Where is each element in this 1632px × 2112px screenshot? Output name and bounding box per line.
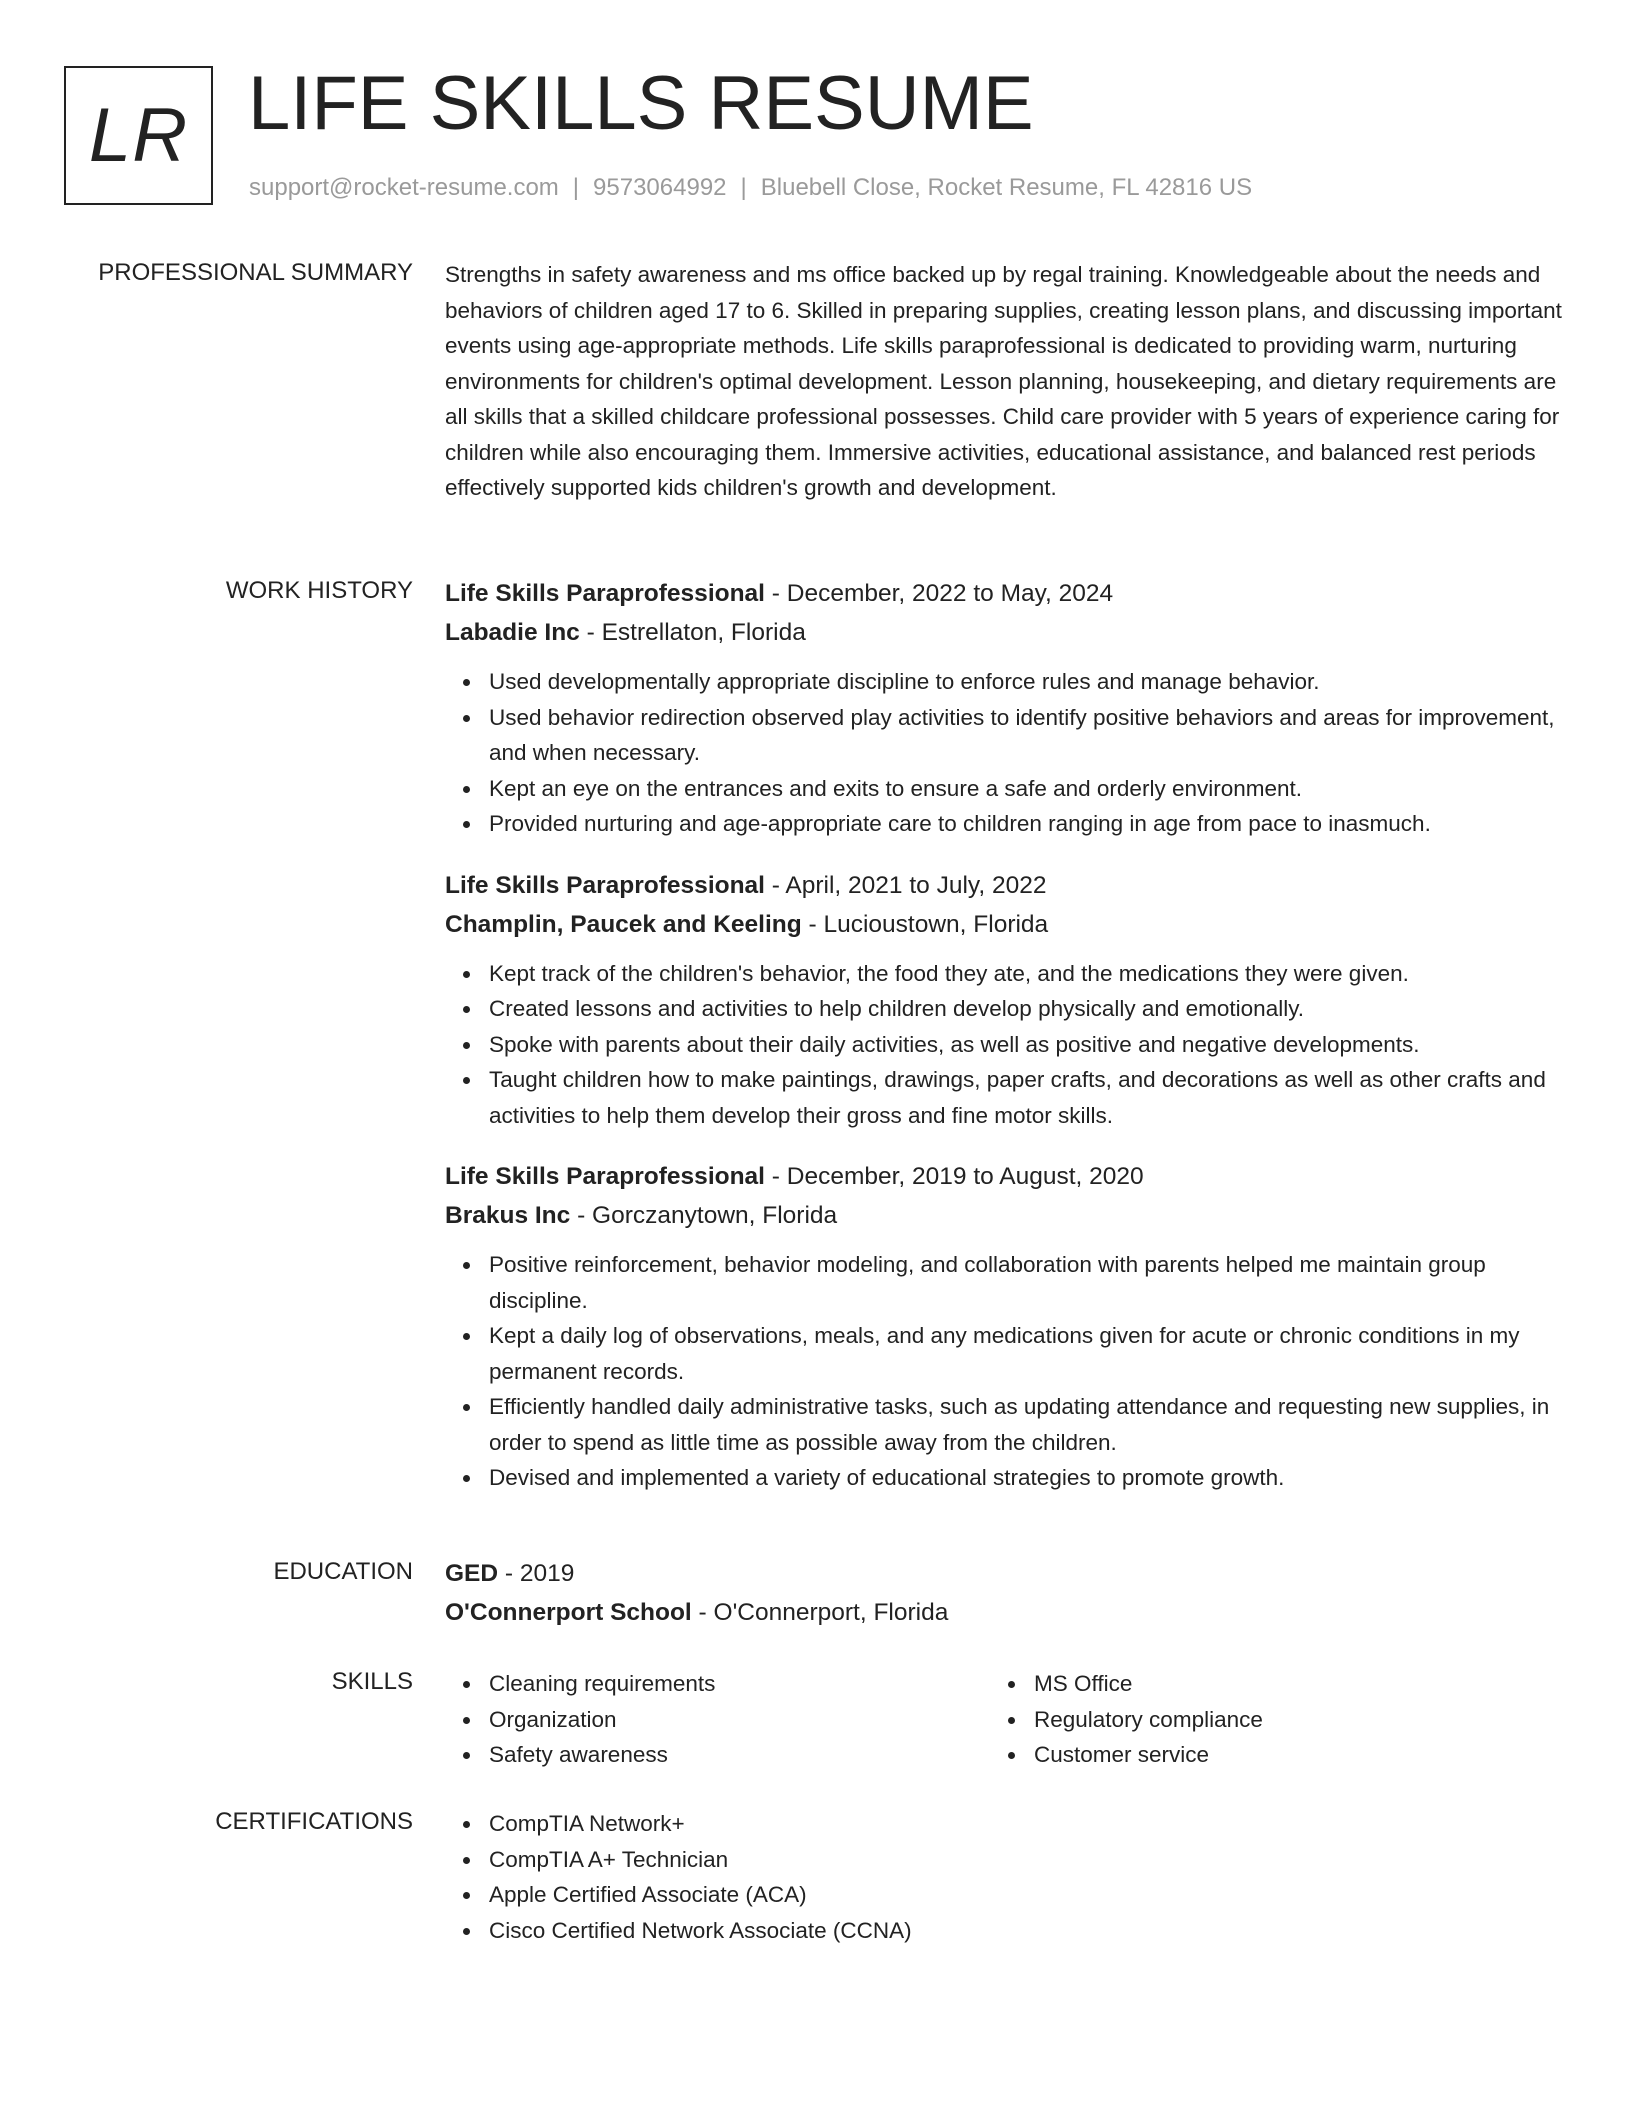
skill-item: Customer service <box>1034 1737 1535 1773</box>
work-history-body <box>445 574 1565 1520</box>
job-dates: - December, 2022 to May, 2024 <box>764 580 1114 607</box>
job-company-line <box>445 1196 1565 1235</box>
skill-item: Safety awareness <box>489 1737 990 1773</box>
job-dates: - December, 2019 to August, 2020 <box>764 1163 1144 1190</box>
section-label-summary: PROFESSIONAL SUMMARY <box>98 259 413 286</box>
certification-item: CompTIA Network+ <box>489 1806 1565 1842</box>
certifications-list <box>445 1806 1565 1948</box>
skill-item: Cleaning requirements <box>489 1666 990 1702</box>
contact-email: support@rocket-resume.com <box>249 174 559 201</box>
skills-column-1 <box>445 1666 990 1773</box>
skill-item: Regulatory compliance <box>1034 1702 1535 1738</box>
resume-title: LIFE SKILLS RESUME <box>248 61 1034 146</box>
contact-phone: 9573064992 <box>593 174 727 201</box>
job-entry <box>445 1157 1565 1496</box>
job-bullet: Kept track of the children's behavior, the food they ate, and the medications they were given. <box>489 956 1565 992</box>
job-company-line <box>445 905 1565 944</box>
contact-separator: | <box>740 174 747 201</box>
education-degree-line <box>445 1554 1565 1593</box>
section-label-skills: SKILLS <box>331 1668 413 1695</box>
job-bullets <box>445 1247 1565 1496</box>
summary-text: Strengths in safety awareness and ms office backed up by regal training. Knowledgeable about the needs and behaviors of children aged 17 to 6. Skilled in preparing supplies, creating lesson plans, and discussing important events using age-appropriate methods. Life skills paraprofessional is dedicated to providing warm, nurturing environments for children's optimal development. Lesson planning, housekeeping, and dietary requirements are all skills that a skilled childcare professional possesses. Child care provider with 5 years of experience caring for children while also encouraging them. Immersive activities, educational assistance, and balanced rest periods effectively supported kids children's growth and development. <box>445 262 1562 500</box>
job-bullet: Devised and implemented a variety of educational strategies to promote growth. <box>489 1460 1565 1496</box>
job-bullet: Kept an eye on the entrances and exits to ensure a safe and orderly environment. <box>489 771 1565 807</box>
job-bullet: Used behavior redirection observed play activities to identify positive behaviors and areas for improvement, and when necessary. <box>489 700 1565 771</box>
job-company: Labadie Inc <box>445 619 580 646</box>
job-location: - Estrellaton, Florida <box>579 619 806 646</box>
job-title-line <box>445 574 1565 613</box>
contact-address: Bluebell Close, Rocket Resume, FL 42816 US <box>760 174 1253 201</box>
job-bullet: Provided nurturing and age-appropriate care to children ranging in age from pace to inasmuch. <box>489 806 1565 842</box>
job-title-line <box>445 1157 1565 1196</box>
job-bullet: Used developmentally appropriate discipline to enforce rules and manage behavior. <box>489 664 1565 700</box>
resume-header <box>64 61 1584 210</box>
summary-body <box>445 257 1565 506</box>
education-body <box>445 1554 1565 1632</box>
skills-columns <box>445 1666 1565 1773</box>
job-title-line <box>445 866 1565 905</box>
job-bullet: Kept a daily log of observations, meals, and any medications given for acute or chronic conditions in my permanent records. <box>489 1318 1565 1389</box>
job-bullets <box>445 956 1565 1134</box>
job-title: Life Skills Paraprofessional <box>445 580 765 607</box>
education-degree: GED <box>445 1560 499 1587</box>
section-label-work-history: WORK HISTORY <box>225 577 413 604</box>
skill-item: MS Office <box>1034 1666 1535 1702</box>
job-bullet: Created lessons and activities to help children develop physically and emotionally. <box>489 991 1565 1027</box>
skill-item: Organization <box>489 1702 990 1738</box>
education-year: - 2019 <box>498 1560 575 1587</box>
job-company: Champlin, Paucek and Keeling <box>445 910 802 938</box>
job-title: Life Skills Paraprofessional <box>445 871 765 899</box>
job-company: Brakus Inc <box>445 1202 571 1229</box>
job-bullets <box>445 664 1565 842</box>
job-title: Life Skills Paraprofessional <box>445 1163 765 1190</box>
job-location: - Lucioustown, Florida <box>801 910 1049 938</box>
job-bullet: Spoke with parents about their daily activities, as well as positive and negative developments. <box>489 1027 1565 1063</box>
job-bullet: Efficiently handled daily administrative tasks, such as updating attendance and requesting new supplies, in order to spend as little time as possible away from the children. <box>489 1389 1565 1460</box>
certification-item: Cisco Certified Network Associate (CCNA) <box>489 1913 1565 1949</box>
certification-item: CompTIA A+ Technician <box>489 1842 1565 1878</box>
certification-item: Apple Certified Associate (ACA) <box>489 1877 1565 1913</box>
skills-body <box>445 1666 1565 1773</box>
job-bullet: Positive reinforcement, behavior modeling, and collaboration with parents helped me maintain group discipline. <box>489 1247 1565 1318</box>
certifications-body <box>445 1806 1565 1948</box>
education-school-line <box>445 1593 1565 1632</box>
job-location: - Gorczanytown, Florida <box>570 1202 838 1229</box>
section-label-education: EDUCATION <box>273 1558 413 1585</box>
section-label-certifications: CERTIFICATIONS <box>215 1808 413 1835</box>
contact-line <box>249 174 1252 202</box>
skills-column-2 <box>990 1666 1535 1773</box>
monogram-logo: LR <box>64 66 213 205</box>
job-entry <box>445 574 1565 842</box>
job-entry <box>445 866 1565 1134</box>
job-dates: - April, 2021 to July, 2022 <box>764 871 1047 899</box>
contact-separator: | <box>572 174 580 201</box>
job-company-line <box>445 613 1565 652</box>
job-bullet: Taught children how to make paintings, drawings, paper crafts, and decorations as well as other crafts and activities to help them develop their gross and fine motor skills. <box>489 1062 1565 1133</box>
education-school: O'Connerport School <box>445 1599 692 1626</box>
education-location: - O'Connerport, Florida <box>691 1599 949 1626</box>
